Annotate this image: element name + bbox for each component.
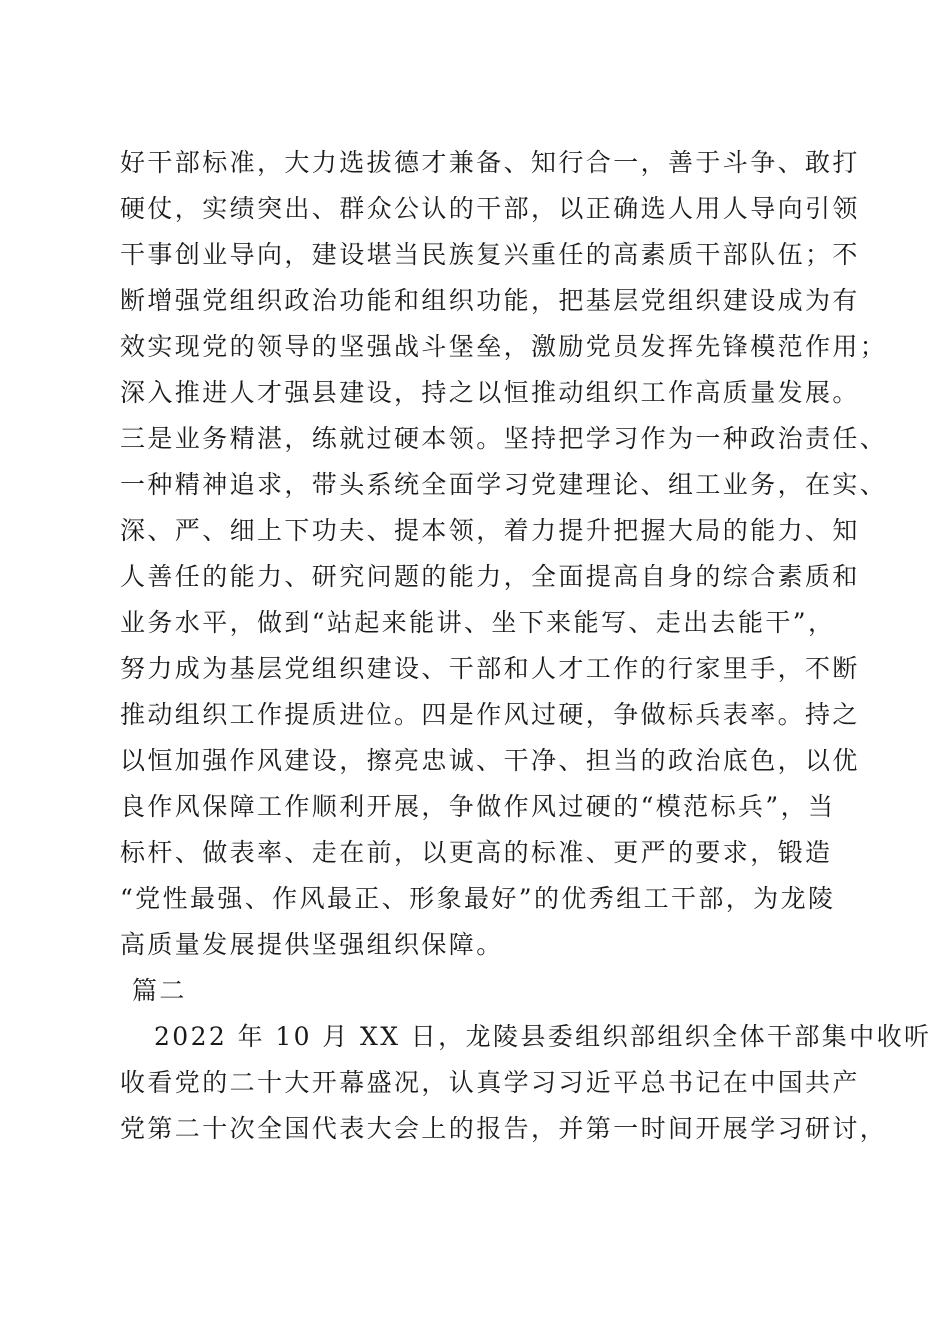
text-line: 良作风保障工作顺利开展，争做作风过硬的“模范标兵”，当	[120, 792, 836, 821]
text-line: 硬仗，实绩突出、群众公认的干部，以正确选人用人导向引领	[120, 194, 860, 223]
text-line: 深入推进人才强县建设，持之以恒推动组织工作高质量发展。	[120, 378, 860, 407]
text-line: 一种精神追求，带头系统全面学习党建理论、组工业务，在实、	[120, 470, 888, 499]
text-line: 好干部标准，大力选拔德才兼备、知行合一，善于斗争、敢打	[120, 148, 860, 177]
text-line: 业务水平，做到“站起来能讲、坐下来能写、走出去能干”，	[120, 608, 836, 637]
text-line: 深、严、细上下功夫、提本领，着力提升把握大局的能力、知	[120, 516, 860, 545]
text-line: 党第二十次全国代表大会上的报告，并第一时间开展学习研讨，	[120, 1114, 888, 1143]
body-text	[120, 140, 932, 1152]
text-line: “党性最强、作风最正、形象最好”的优秀组工干部，为龙陵	[120, 884, 836, 913]
text-line: 2022 年 10 月 XX 日，龙陵县委组织部组织全体干部集中收听	[154, 1022, 932, 1051]
text-line: 推动组织工作提质进位。四是作风过硬，争做标兵表率。持之	[120, 700, 860, 729]
text-line: 断增强党组织政治功能和组织功能，把基层党组织建设成为有	[120, 286, 860, 315]
text-line: 收看党的二十大开幕盛况，认真学习习近平总书记在中国共产	[120, 1068, 860, 1097]
text-line: 高质量发展提供坚强组织保障。	[120, 930, 504, 959]
text-line: 努力成为基层党组织建设、干部和人才工作的行家里手，不断	[120, 654, 860, 683]
text-line: 效实现党的领导的坚强战斗堡垒，激励党员发挥先锋模范作用；	[120, 332, 888, 361]
text-line: 标杆、做表率、走在前，以更高的标准、更严的要求，锻造	[120, 838, 833, 867]
text-line: 以恒加强作风建设，擦亮忠诚、干净、担当的政治底色，以优	[120, 746, 860, 775]
text-line: 三是业务精湛，练就过硬本领。坚持把学习作为一种政治责任、	[120, 424, 888, 453]
text-line: 人善任的能力、研究问题的能力，全面提高自身的综合素质和	[120, 562, 860, 591]
section-heading: 篇二	[132, 976, 187, 1005]
text-line: 干事创业导向，建设堪当民族复兴重任的高素质干部队伍；不	[120, 240, 860, 269]
